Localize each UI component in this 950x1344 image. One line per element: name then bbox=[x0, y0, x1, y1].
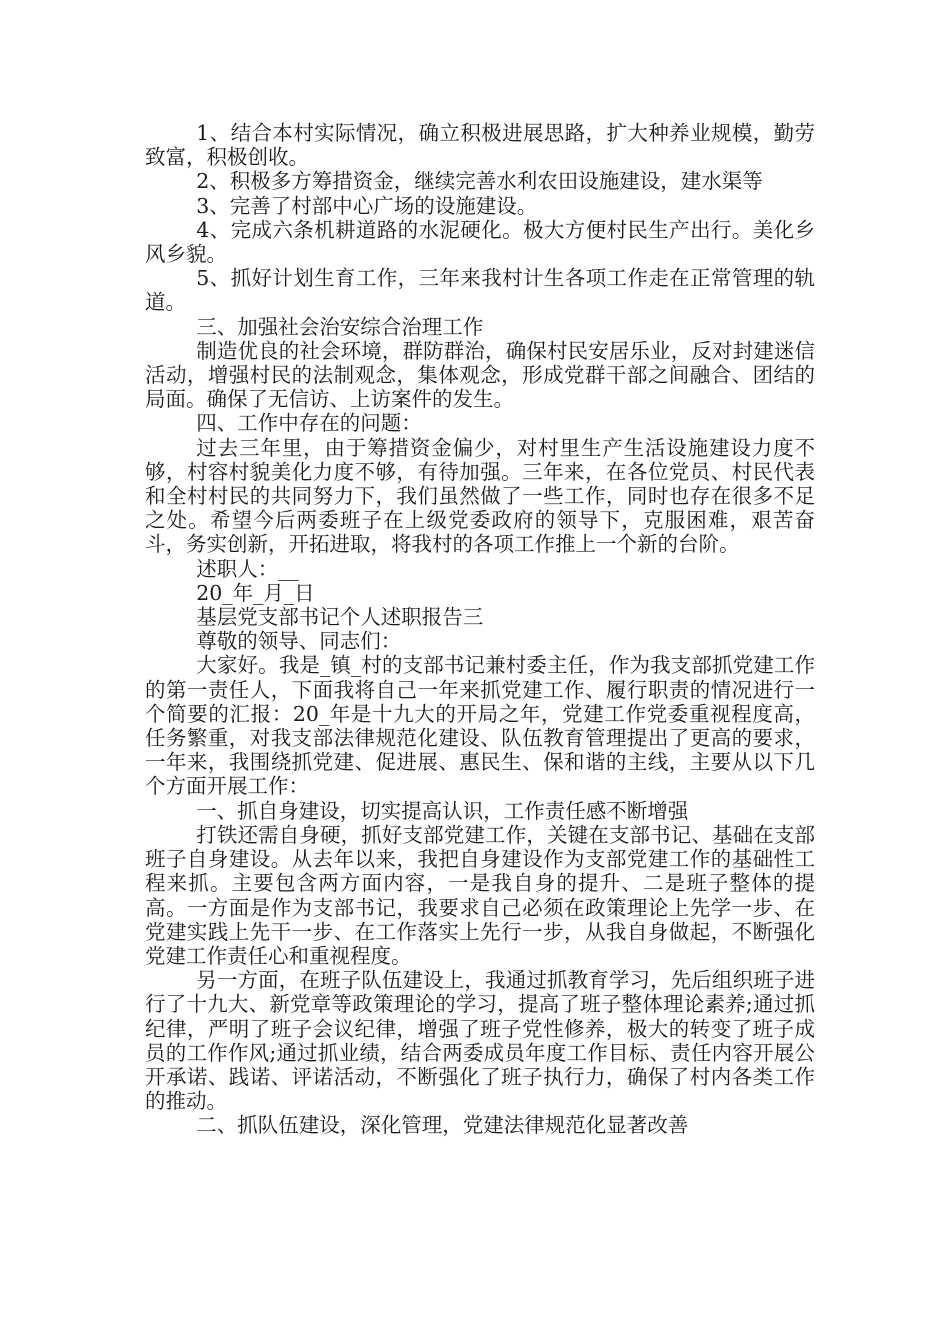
section-heading-1: 一、抓自身建设，切实提高认识，工作责任感不断增强 bbox=[196, 798, 689, 823]
paragraph-7: 过去三年里，由于筹措资金偏少，对村里生产生活设施建设力度不够，村容村貌美化力度不够，有待加强。三年来，在各位党员、村民代表和全村村民的共同努力下，我们虽然做了一些工作，同时也存在很多不足之处。希望今后两委班子在上级党委政府的领导下，克服困难，艰苦奋斗，务实创新，开拓进取，将我村的各项工作推上一个新的台阶。 bbox=[145, 435, 815, 557]
report-title: 基层党支部书记个人述职报告三 bbox=[196, 605, 484, 630]
salutation: 尊敬的领导、同志们： bbox=[196, 629, 402, 654]
signature-line: 述职人：__ bbox=[196, 556, 299, 581]
paragraph-8: 大家好。我是_镇_村的支部书记兼村委主任，作为我支部抓党建工作的第一责任人，下面我将自己一年来抓党建工作、履行职责的情况进行一个简要的汇报：20_年是十九大的开局之年，党建工作党委重视程度高，任务繁重，对我支部法律规范化建设、队伍教育管理提出了更高的要求，一年来，我围绕抓党建、促进展、惠民生、保和谐的主线，主要从以下几个方面开展工作： bbox=[145, 653, 815, 799]
paragraph-3: 3、完善了村部中心广场的设施建设。 bbox=[196, 193, 538, 218]
paragraph-5: 5、抓好计划生育工作，三年来我村计生各项工作走在正常管理的轨道。 bbox=[145, 266, 815, 315]
section-heading-3: 三、加强社会治安综合治理工作 bbox=[196, 314, 484, 339]
section-heading-2: 二、抓队伍建设，深化管理，党建法律规范化显著改善 bbox=[196, 1113, 689, 1138]
paragraph-4: 4、完成六条机耕道路的水泥硬化。极大方便村民生产出行。美化乡风乡貌。 bbox=[145, 217, 815, 267]
paragraph-2: 2、积极多方筹措资金，继续完善水利农田设施建设，建水渠等 bbox=[196, 169, 763, 194]
section-heading-4: 四、工作中存在的问题： bbox=[196, 411, 422, 436]
paragraph-10: 另一方面，在班子队伍建设上，我通过抓教育学习，先后组织班子进行了十九大、新党章等政策理论的学习，提高了班子整体理论素养;通过抓纪律，严明了班子会议纪律，增强了班子党性修养，极大的转变了班子成员的工作作风;通过抓业绩，结合两委成员年度工作目标、责任内容开展公开承诺、践诺、评诺活动，不断强化了班子执行力，确保了村内各类工作的推动。 bbox=[145, 968, 815, 1114]
paragraph-9: 打铁还需自身硬，抓好支部党建工作，关键在支部书记、基础在支部班子自身建设。从去年以来，我把自身建设作为支部党建工作的基础性工程来抓。主要包含两方面内容，一是我自身的提升、二是班子整体的提高。一方面是作为支部书记，我要求自己必须在政策理论上先学一步、在党建实践上先干一步、在工作落实上先行一步，从我自身做起，不断强化党建工作责任心和重视程度。 bbox=[145, 822, 815, 968]
paragraph-1: 1、结合本村实际情况，确立积极进展思路，扩大种养业规模，勤劳致富，积极创收。 bbox=[145, 121, 815, 170]
date-line: 20_年_月_日 bbox=[196, 580, 315, 605]
document-body bbox=[145, 121, 815, 1138]
paragraph-6: 制造优良的社会环境，群防群治，确保村民安居乐业，反对封建迷信活动，增强村民的法制观念，集体观念，形成党群干部之间融合、团结的局面。确保了无信访、上访案件的发生。 bbox=[145, 338, 815, 412]
